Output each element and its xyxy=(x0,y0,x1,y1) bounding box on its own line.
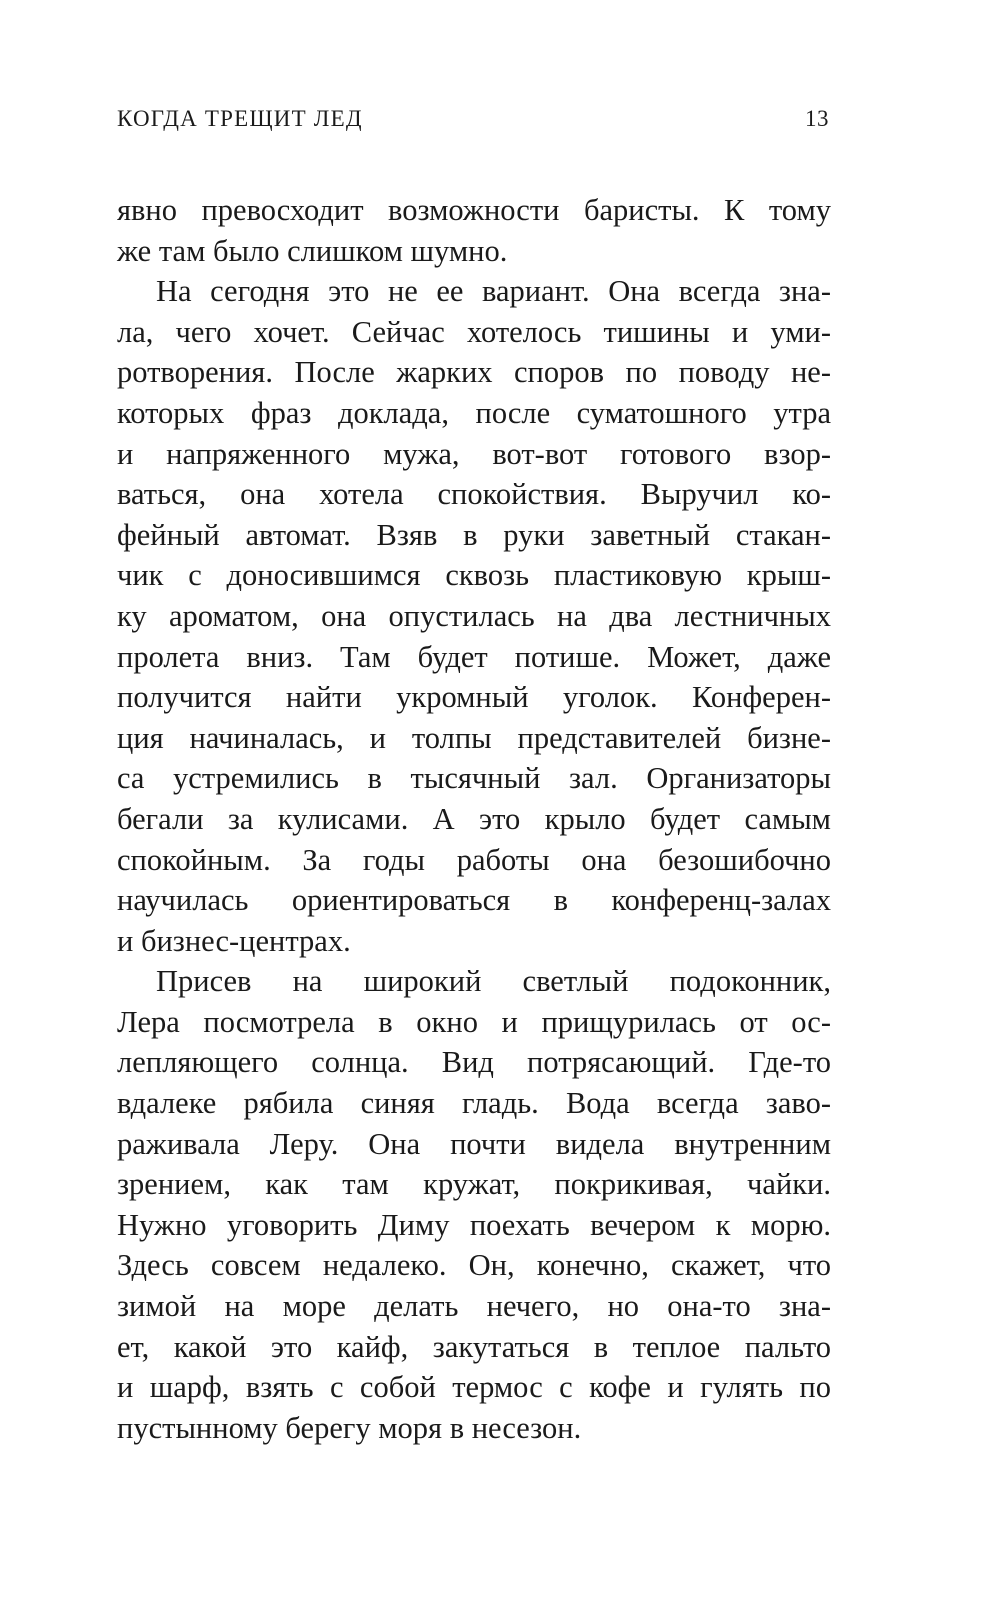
text-line: получится найти укромный уголок. Конферен- xyxy=(117,680,831,715)
text-line: ла, чего хочет. Сейчас хотелось тишины и уми- xyxy=(117,314,831,349)
text-line: спокойным. За годы работы она безошибочно xyxy=(117,842,831,877)
text-line: ротворения. После жарких споров по поводу не- xyxy=(117,355,831,390)
text-line: и бизнес-центрах. xyxy=(117,923,351,958)
text-line: и напряженного мужа, вот-вот готового взор- xyxy=(117,436,831,471)
text-line: фейный автомат. Взяв в руки заветный стакан- xyxy=(117,517,831,552)
text-line: и шарф, взять с собой термос с кофе и гулять по xyxy=(117,1370,831,1405)
text-line: Нужно уговорить Диму поехать вечером к морю. xyxy=(117,1207,831,1242)
page-number: 13 xyxy=(805,106,829,131)
text-line: ку ароматом, она опустилась на два лестничных xyxy=(117,598,831,633)
text-line: чик с доносившимся сквозь пластиковую крыш- xyxy=(117,558,831,593)
text-line: пролета вниз. Там будет потише. Может, даже xyxy=(117,639,831,674)
text-line: Лера посмотрела в окно и прищурилась от ос- xyxy=(117,1004,831,1039)
body-text xyxy=(117,190,831,1448)
text-line: зрением, как там кружат, покрикивая, чайки. xyxy=(117,1167,831,1202)
text-line: На сегодня это не ее вариант. Она всегда зна- xyxy=(156,274,831,309)
text-line: раживала Леру. Она почти видела внутренним xyxy=(117,1126,831,1161)
text-line: Здесь совсем недалеко. Он, конечно, скажет, что xyxy=(117,1248,831,1283)
text-line: Присев на широкий светлый подоконник, xyxy=(156,964,831,999)
text-line: же там было слишком шумно. xyxy=(117,233,508,268)
text-line: са устремились в тысячный зал. Организаторы xyxy=(117,761,831,796)
text-line: ваться, она хотела спокойствия. Выручил ко- xyxy=(117,477,831,512)
text-line: зимой на море делать нечего, но она-то зна- xyxy=(117,1289,831,1324)
text-line: вдалеке рябила синяя гладь. Вода всегда заво- xyxy=(117,1086,831,1121)
text-line: научилась ориентироваться в конференц-залах xyxy=(117,883,831,918)
text-line: ция начиналась, и толпы представителей бизне- xyxy=(117,720,831,755)
text-line: бегали за кулисами. А это крыло будет самым xyxy=(117,801,831,836)
text-line: явно превосходит возможности баристы. К тому xyxy=(117,193,831,227)
running-head xyxy=(117,106,829,136)
text-line: пустынному берегу моря в несезон. xyxy=(117,1410,582,1445)
text-line: которых фраз доклада, после суматошного утра xyxy=(117,395,831,430)
text-line: лепляющего солнца. Вид потрясающий. Где-то xyxy=(117,1045,831,1080)
book-title: КОГДА ТРЕЩИТ ЛЕД xyxy=(117,106,363,131)
text-line: ет, какой это кайф, закутаться в теплое пальто xyxy=(117,1329,831,1364)
